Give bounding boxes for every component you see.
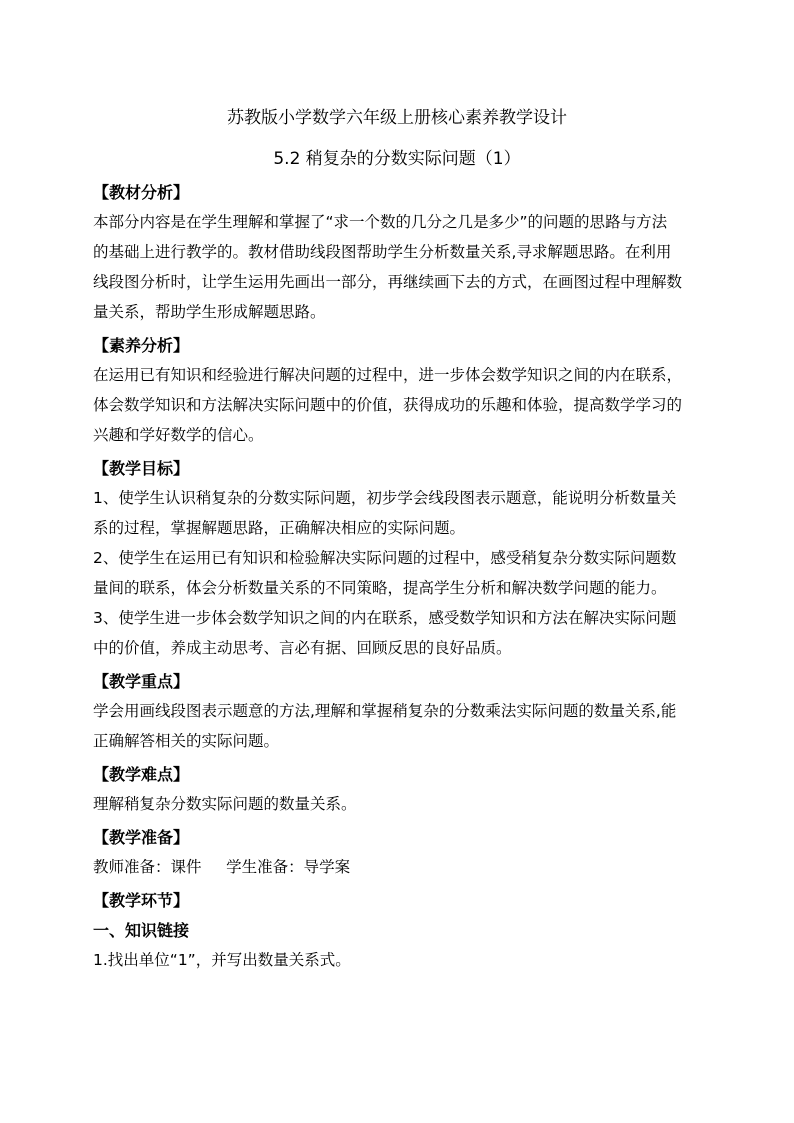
material-analysis-heading: 【教材分析】: [93, 183, 190, 202]
paragraph-line: 在运用已有知识和经验进行解决问题的过程中，进一步体会数学知识之间的内在联系，: [93, 366, 683, 384]
teaching-goals-heading: 【教学目标】: [93, 459, 190, 478]
teaching-goal-item: [93, 483, 713, 543]
teaching-goal-item: [93, 543, 713, 603]
paragraph-line: 系的过程，掌握解题思路，正确解决相应的实际问题。: [93, 519, 466, 537]
paragraph-line: 1.找出单位“1”，并写出数量关系式。: [93, 951, 351, 969]
paragraph-line: 教师准备：课件 学生准备：导学案: [93, 858, 351, 876]
document-title: 苏教版小学数学六年级上册核心素养教学设计: [227, 108, 567, 128]
paragraph-line: 体会数学知识和方法解决实际问题中的价值，获得成功的乐趣和体验，提高数学学习的: [93, 396, 683, 414]
key-points-heading: 【教学重点】: [93, 672, 190, 691]
paragraph-line: 线段图分析时，让学生运用先画出一部分，再继续画下去的方式，在画图过程中理解数: [93, 273, 683, 291]
preparation-heading: 【教学准备】: [93, 828, 190, 847]
paragraph-line: 正确解答相关的实际问题。: [93, 732, 280, 750]
paragraph-line: 3、使学生进一步体会数学知识之间的内在联系，感受数学知识和方法在解决实际问题: [93, 609, 677, 627]
paragraph-line: 中的价值，养成主动思考、言必有据、回顾反思的良好品质。: [93, 639, 512, 657]
difficulty-heading: 【教学难点】: [93, 765, 190, 784]
document-body: [93, 182, 713, 975]
teaching-goal-item: [93, 603, 713, 663]
knowledge-link-heading: 一、知识链接: [93, 921, 190, 940]
knowledge-link-paragraph: [93, 945, 713, 975]
key-points-paragraph: [93, 696, 713, 756]
paragraph-line: 量关系，帮助学生形成解题思路。: [93, 303, 326, 321]
paragraph-line: 的基础上进行教学的。教材借助线段图帮助学生分析数量关系,寻求解题思路。在利用: [93, 243, 672, 261]
paragraph-line: 量间的联系，体会分析数量关系的不同策略，提高学生分析和解决数学问题的能力。: [93, 579, 667, 597]
lesson-title: 5.2 稍复杂的分数实际问题（1）: [273, 149, 521, 169]
paragraph-line: 理解稍复杂分数实际问题的数量关系。: [93, 795, 357, 813]
paragraph-line: 学会用画线段图表示题意的方法,理解和掌握稍复杂的分数乘法实际问题的数量关系,能: [93, 702, 677, 720]
paragraph-line: 1、使学生认识稍复杂的分数实际问题，初步学会线段图表示题意，能说明分析数量关: [93, 489, 677, 507]
preparation-paragraph: [93, 852, 713, 882]
literacy-analysis-heading: 【素养分析】: [93, 336, 190, 355]
paragraph-line: 本部分内容是在学生理解和掌握了“求一个数的几分之几是多少”的问题的思路与方法: [93, 213, 668, 231]
paragraph-line: 2、使学生在运用已有知识和检验解决实际问题的过程中，感受稍复杂分数实际问题数: [93, 549, 677, 567]
difficulty-paragraph: [93, 789, 713, 819]
paragraph-line: 兴趣和学好数学的信心。: [93, 426, 264, 444]
literacy-analysis-paragraph: [93, 360, 713, 450]
teaching-process-heading: 【教学环节】: [93, 891, 190, 910]
material-analysis-paragraph: [93, 207, 713, 327]
